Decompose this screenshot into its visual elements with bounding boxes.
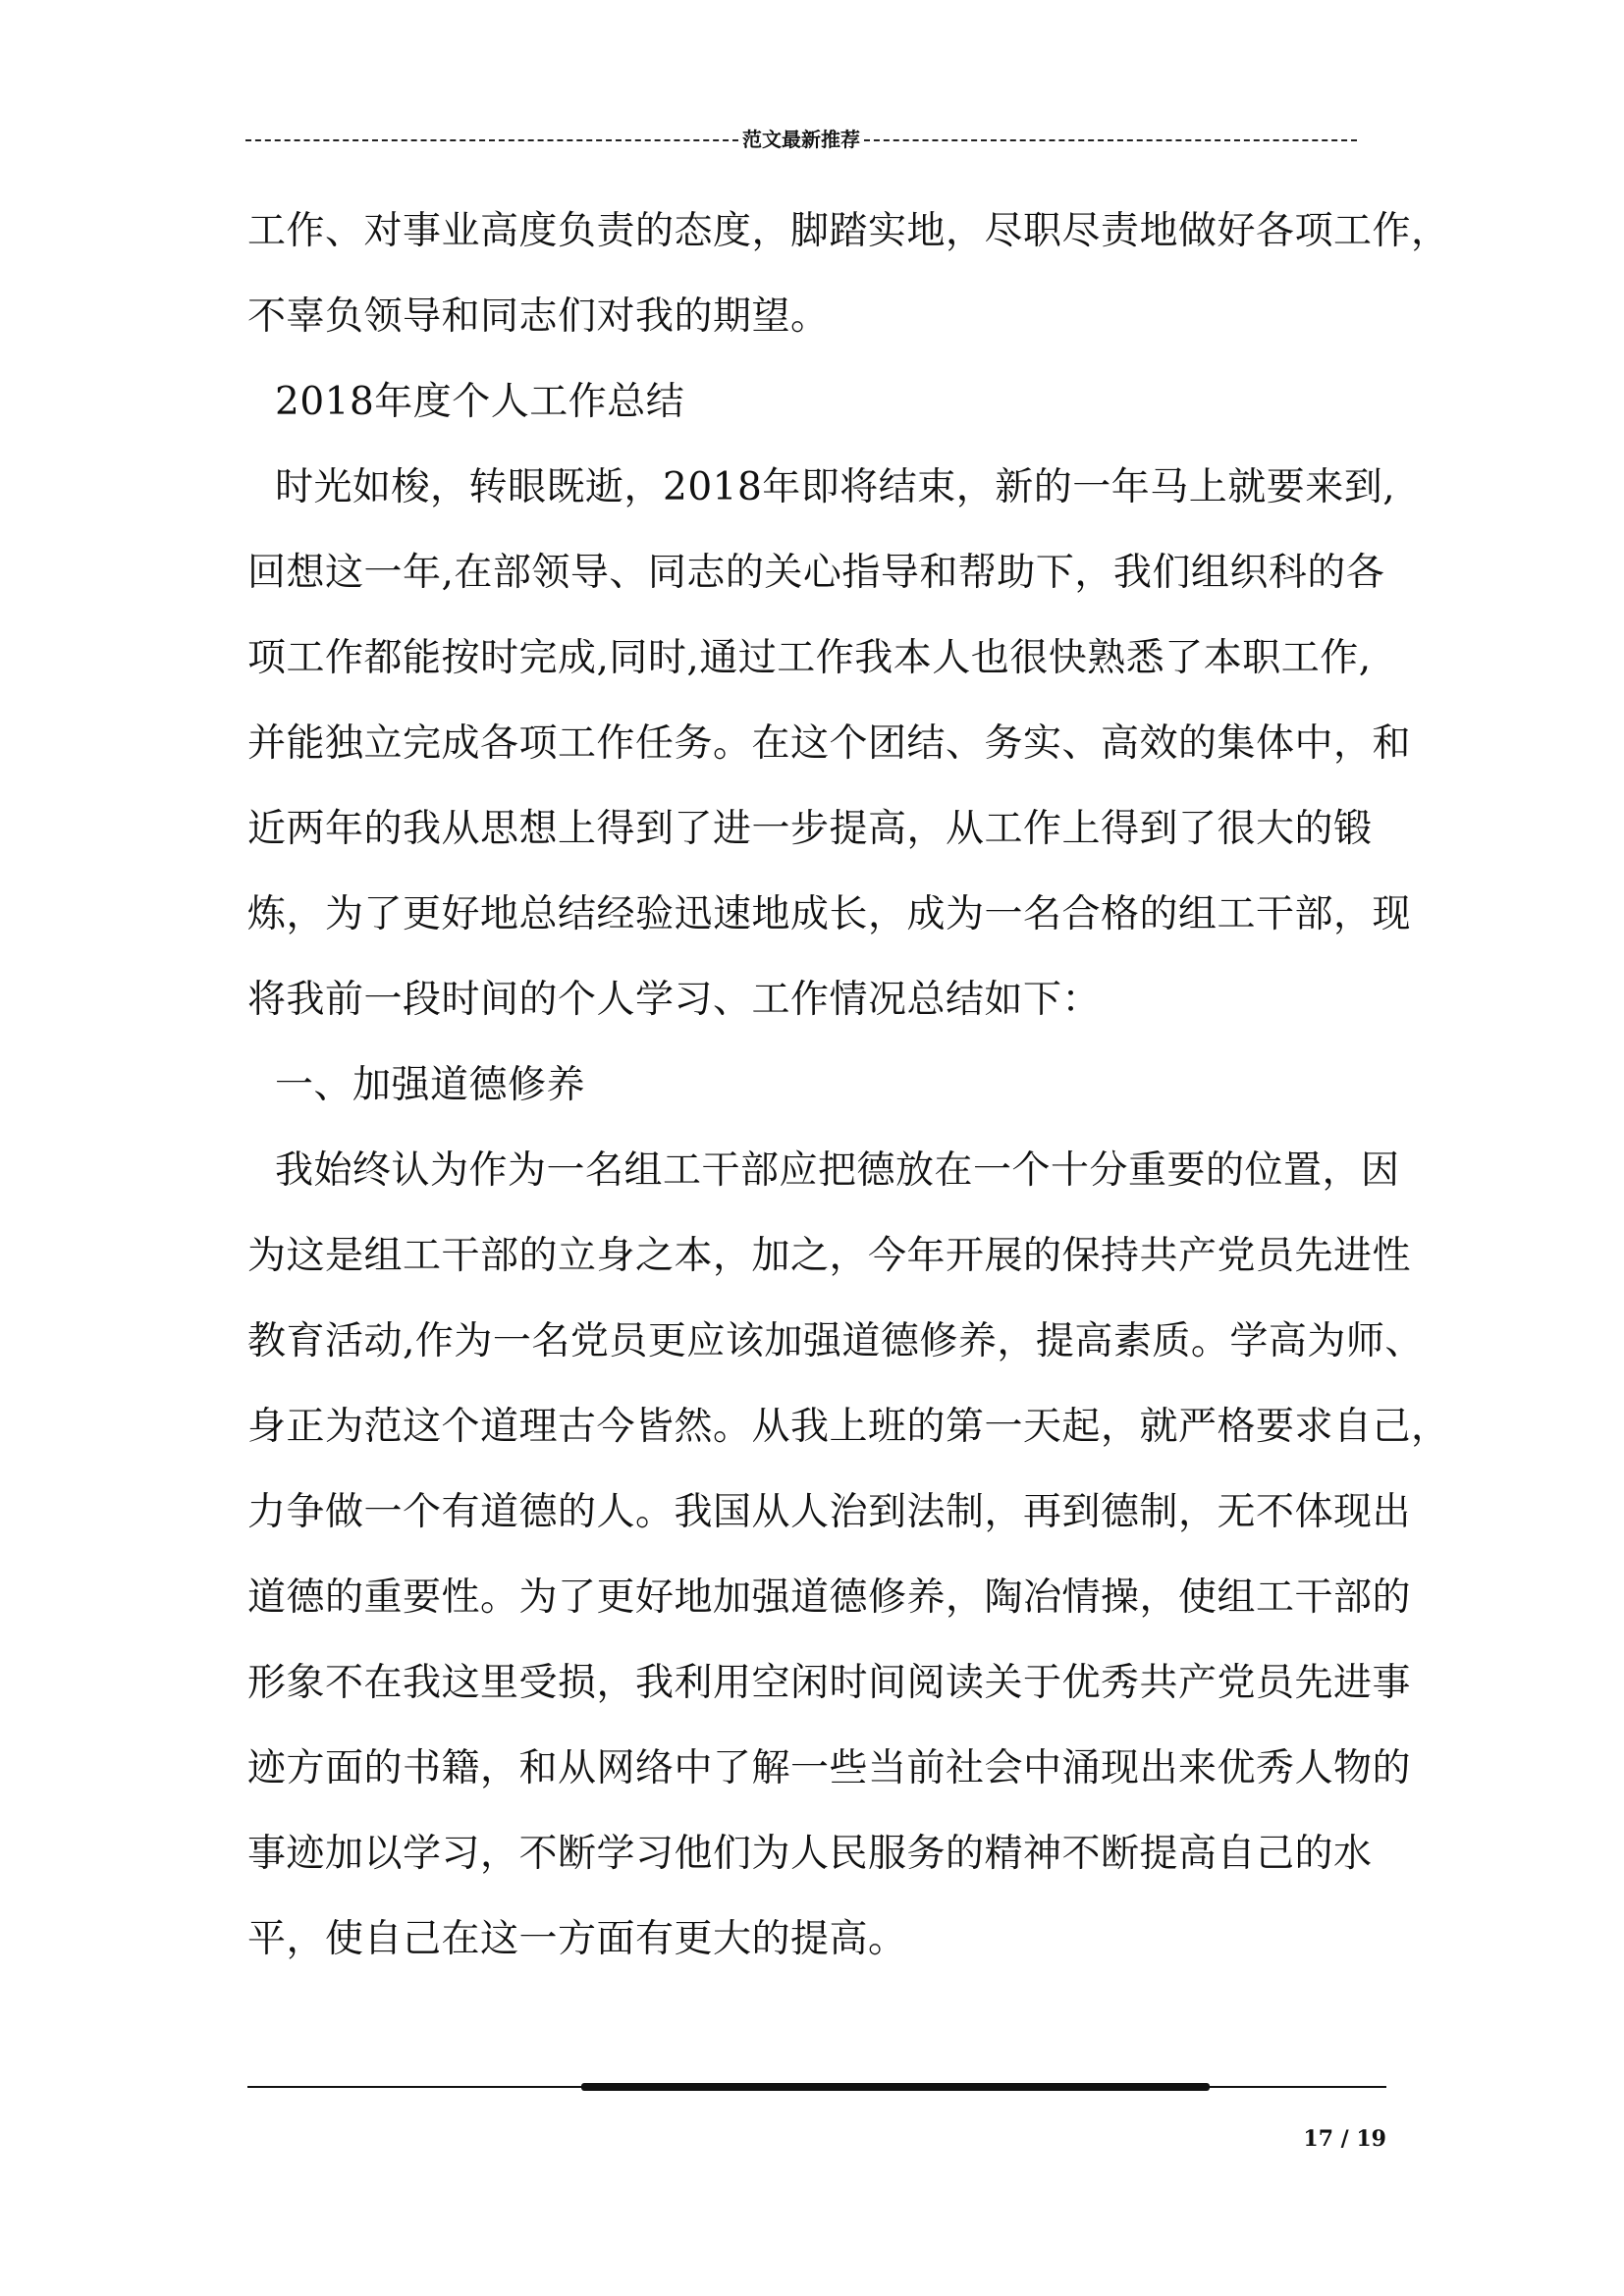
text-line: 迹方面的书籍，和从网络中了解一些当前社会中涌现出来优秀人物的	[247, 1746, 1412, 1790]
header-title: 范文最新推荐	[742, 127, 860, 151]
text-line: 将我前一段时间的个人学习、工作情况总结如下：	[247, 978, 1102, 1022]
text-line: 一、加强道德修养	[275, 1063, 586, 1107]
text-line: 回想这一年,在部领导、同志的关心指导和帮助下，我们组织科的各	[247, 551, 1385, 595]
text-line: 为这是组工干部的立身之本，加之，今年开展的保持共产党员先进性	[247, 1234, 1412, 1278]
text-line: 近两年的我从思想上得到了进一步提高，从工作上得到了很大的锻	[247, 807, 1373, 851]
page-header	[245, 118, 1357, 157]
header-dashes-left	[245, 139, 738, 141]
text-line: 力争做一个有道德的人。我国从人治到法制，再到德制，无不体现出	[247, 1490, 1412, 1534]
text-line: 时光如梭，转眼既逝，2018年即将结束，新的一年马上就要来到,	[275, 465, 1396, 509]
text-line: 不辜负领导和同志们对我的期望。	[247, 294, 830, 339]
text-line: 教育活动,作为一名党员更应该加强道德修养，提高素质。学高为师、	[247, 1319, 1424, 1363]
text-line: 平，使自己在这一方面有更大的提高。	[247, 1917, 907, 1961]
text-line: 并能独立完成各项工作任务。在这个团结、务实、高效的集体中，和	[247, 721, 1412, 766]
text-line: 身正为范这个道理古今皆然。从我上班的第一天起，就严格要求自己，	[247, 1405, 1450, 1449]
text-line: 形象不在我这里受损，我利用空闲时间阅读关于优秀共产党员先进事	[247, 1661, 1412, 1705]
header-dashes-right	[864, 139, 1357, 141]
text-line: 2018年度个人工作总结	[275, 380, 685, 424]
footer-rule-thick	[581, 2083, 1210, 2091]
text-line: 道德的重要性。为了更好地加强道德修养，陶冶情操，使组工干部的	[247, 1575, 1412, 1620]
text-line: 事迹加以学习，不断学习他们为人民服务的精神不断提高自己的水	[247, 1832, 1373, 1876]
text-line: 工作、对事业高度负责的态度，脚踏实地，尽职尽责地做好各项工作，	[247, 209, 1450, 253]
page-number: 17 / 19	[1303, 2126, 1386, 2152]
text-line: 我始终认为作为一名组工干部应把德放在一个十分重要的位置，因	[275, 1148, 1400, 1193]
text-line: 项工作都能按时完成,同时,通过工作我本人也很快熟悉了本职工作,	[247, 636, 1372, 680]
footer-rule	[247, 2083, 1386, 2091]
text-line: 炼，为了更好地总结经验迅速地成长，成为一名合格的组工干部，现	[247, 892, 1412, 936]
document-body	[247, 188, 1450, 1982]
